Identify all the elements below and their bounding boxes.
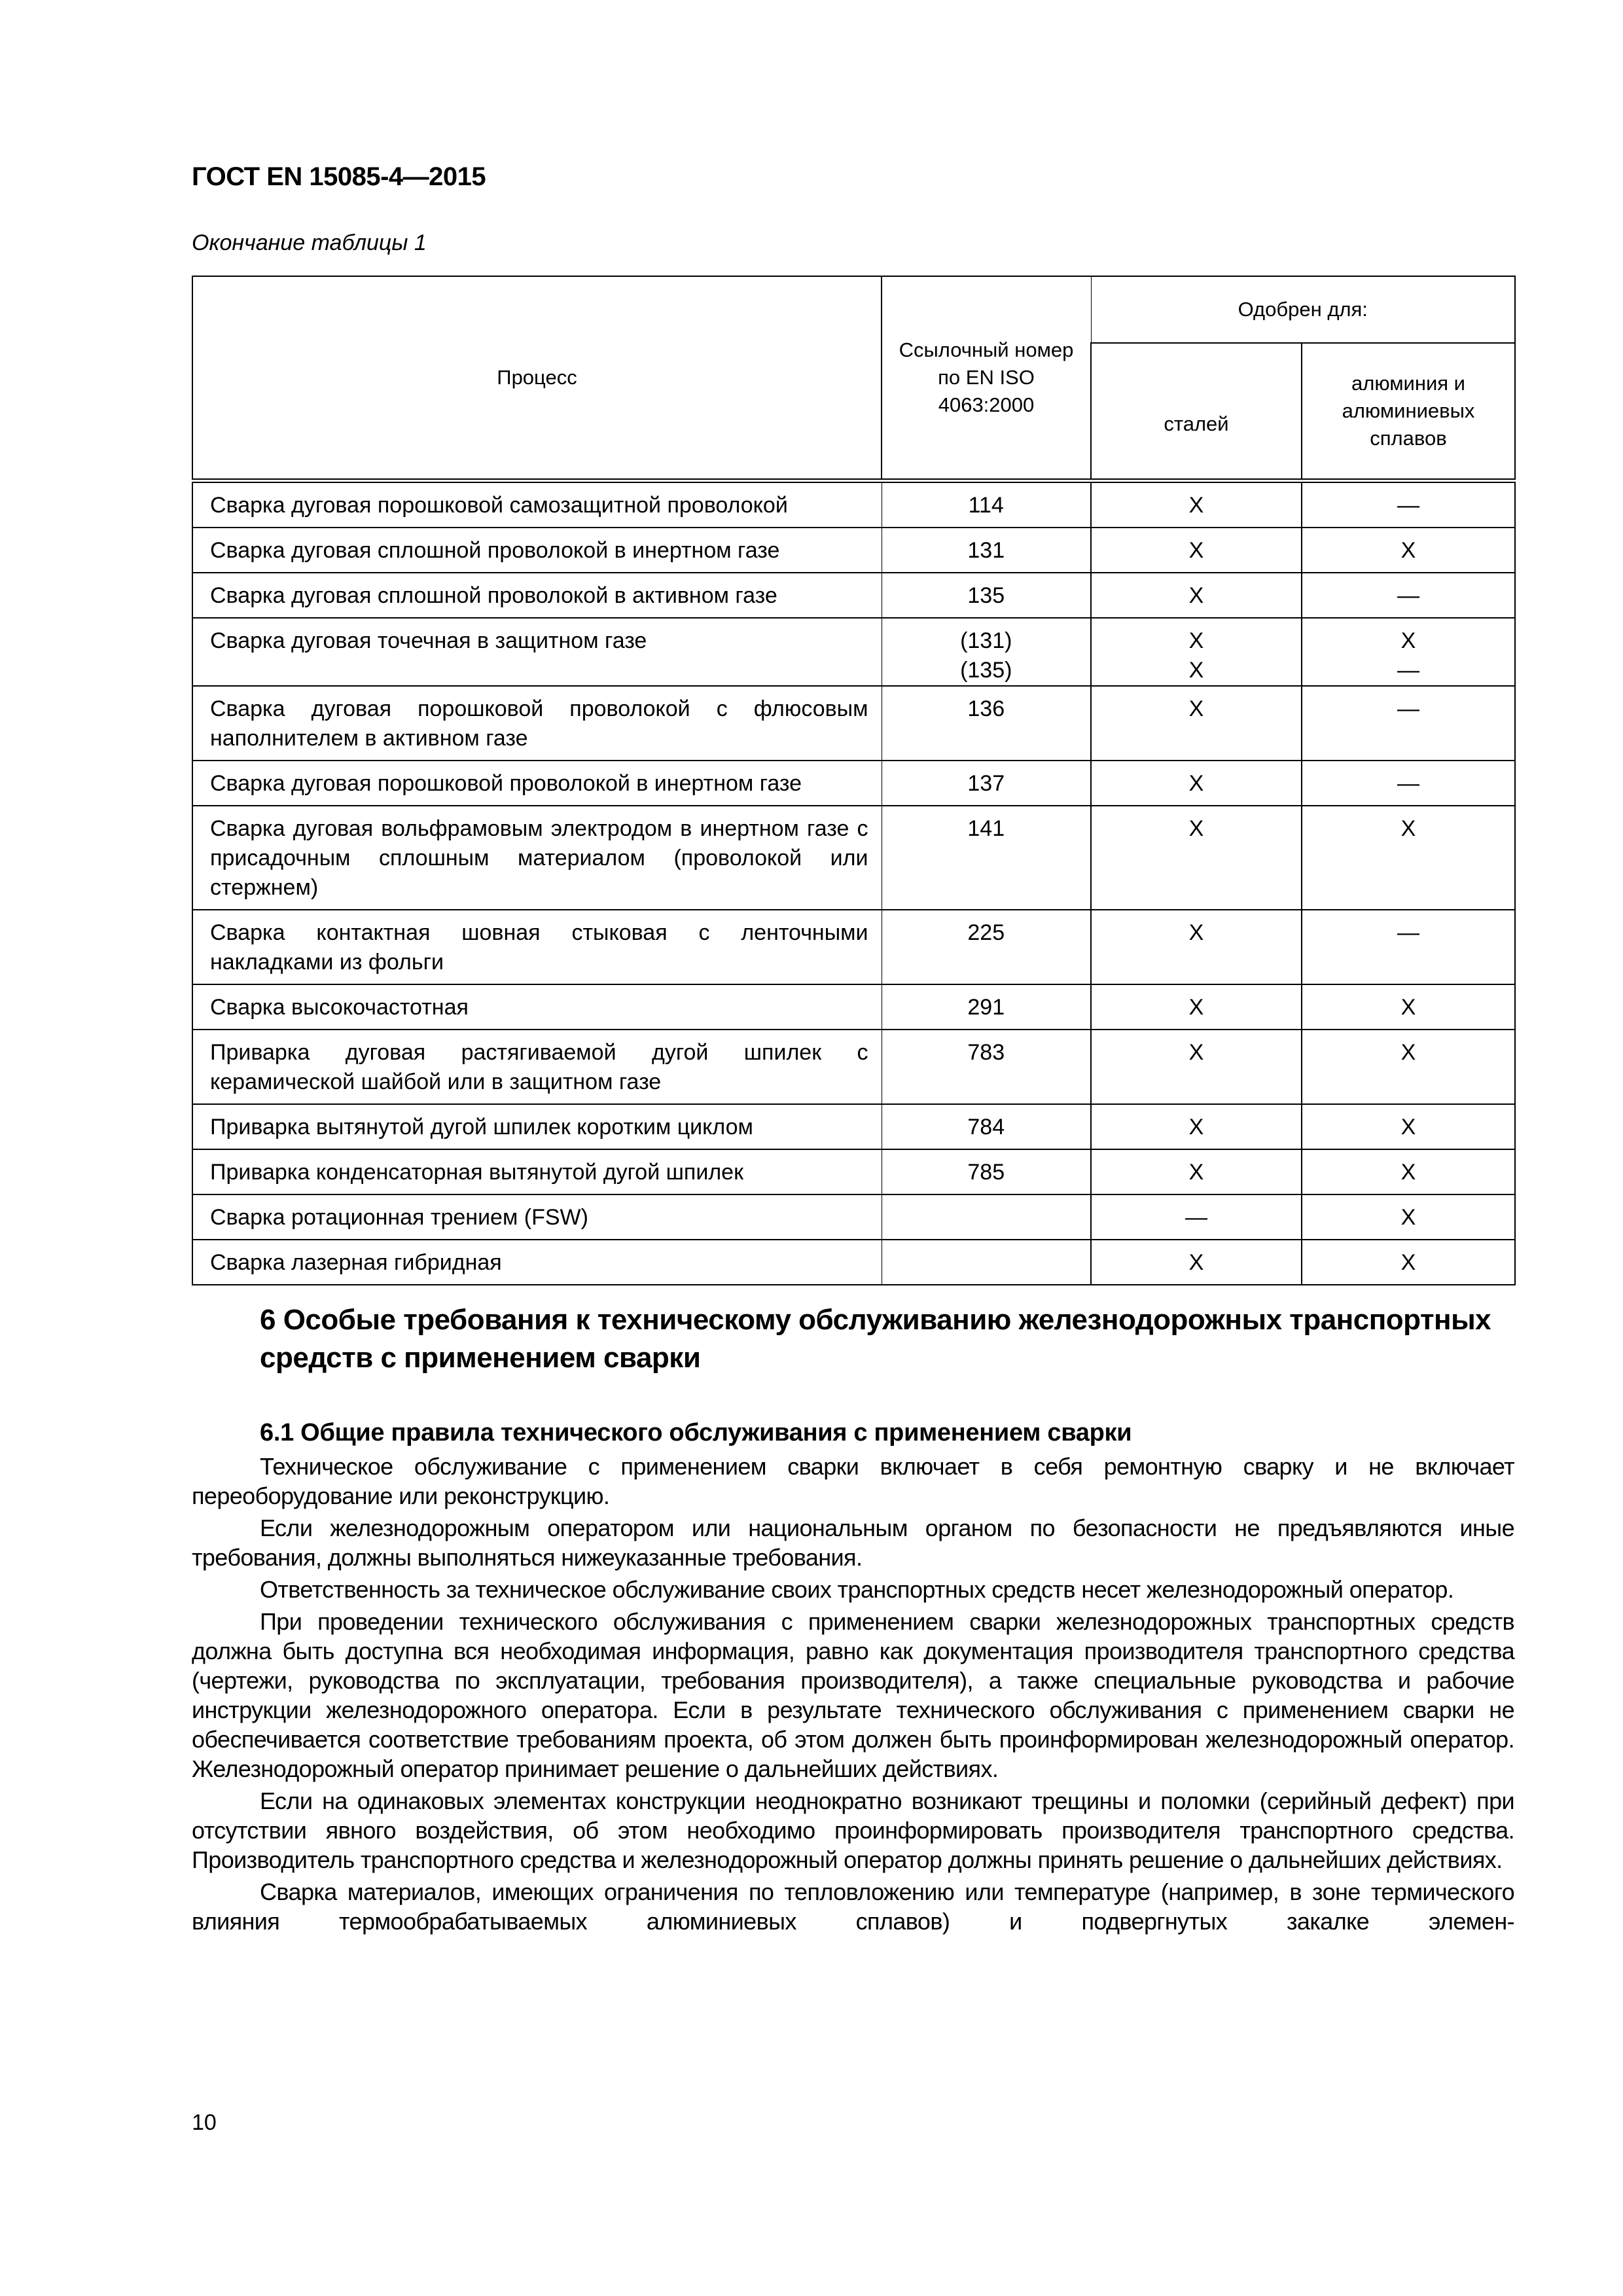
cell-ref-number-value: 783 <box>967 1040 1005 1065</box>
cell-ref-number <box>882 910 1091 984</box>
cell-aluminium-approval <box>1302 1194 1515 1240</box>
cell-ref-number <box>882 806 1091 910</box>
cell-aluminium-approval-value: — <box>1397 493 1419 518</box>
cell-ref-number-value: 137 <box>967 771 1005 796</box>
welding-process-table <box>192 276 1516 1285</box>
cell-ref-number-value: (131) <box>960 628 1012 653</box>
header-ref-line: Ссылочный номер <box>899 338 1074 361</box>
cell-process: Сварка дуговая порошковой проволокой с флюсовым наполнителем в активном газе <box>192 686 882 761</box>
cell-steel-approval <box>1091 618 1302 686</box>
cell-ref-number <box>882 686 1091 761</box>
cell-aluminium-approval-value: — <box>1397 583 1419 608</box>
cell-steel-approval <box>1091 761 1302 806</box>
cell-aluminium-approval-value: — <box>1397 696 1419 721</box>
table-row <box>192 1194 1515 1240</box>
cell-steel-approval <box>1091 806 1302 910</box>
cell-aluminium-approval <box>1302 573 1515 618</box>
table-row <box>192 1104 1515 1149</box>
cell-steel-approval-value: X <box>1188 628 1204 653</box>
cell-aluminium-approval <box>1302 806 1515 910</box>
cell-ref-number <box>882 481 1091 528</box>
cell-process: Сварка дуговая сплошной проволокой в инертном газе <box>192 528 882 573</box>
cell-steel-approval <box>1091 1194 1302 1240</box>
cell-aluminium-approval-value: X <box>1400 995 1416 1020</box>
cell-aluminium-approval-value: X <box>1400 1040 1416 1065</box>
cell-steel-approval <box>1091 573 1302 618</box>
cell-steel-approval-value: X <box>1188 771 1204 796</box>
cell-steel-approval-value: X <box>1188 696 1204 721</box>
cell-steel-approval-value: X <box>1188 1040 1204 1065</box>
cell-ref-number <box>882 1194 1091 1240</box>
cell-aluminium-approval-value: X <box>1400 538 1416 563</box>
table-row <box>192 984 1515 1030</box>
cell-process: Сварка контактная шовная стыковая с ленточными накладками из фольги <box>192 910 882 984</box>
cell-ref-number-value: 136 <box>967 696 1005 721</box>
table-body <box>192 481 1515 1285</box>
cell-steel-approval <box>1091 1030 1302 1104</box>
header-process: Процесс <box>192 276 882 481</box>
cell-process: Сварка дуговая порошковой проволокой в инертном газе <box>192 761 882 806</box>
table-row <box>192 1240 1515 1285</box>
cell-aluminium-approval <box>1302 618 1515 686</box>
cell-process: Сварка лазерная гибридная <box>192 1240 882 1285</box>
table-row <box>192 761 1515 806</box>
table-row <box>192 686 1515 761</box>
cell-steel-approval-value: X <box>1188 1160 1204 1185</box>
table-row <box>192 1030 1515 1104</box>
cell-steel-approval-value: X <box>1188 995 1204 1020</box>
table-row <box>192 1149 1515 1194</box>
cell-aluminium-approval <box>1302 481 1515 528</box>
cell-ref-number <box>882 1240 1091 1285</box>
header-ref-number <box>882 276 1091 481</box>
cell-steel-approval <box>1091 686 1302 761</box>
cell-steel-approval-value: X <box>1188 1250 1204 1275</box>
cell-ref-number-value: 784 <box>967 1115 1005 1139</box>
cell-steel-approval-value: X <box>1188 816 1204 841</box>
cell-steel-approval <box>1091 1104 1302 1149</box>
cell-steel-approval-value: X <box>1188 920 1204 945</box>
document-code: ГОСТ EN 15085-4—2015 <box>192 162 486 191</box>
paragraph: Если на одинаковых элементах конструкции неоднократно возникают трещины и поломки (серийный дефект) при отсутствии явного воздействия, об этом необходимо проинформировать производителя транспортного средства. Производитель транспортного средства и железнодорожный оператор должны принять решение о дальнейших действиях. <box>192 1787 1514 1873</box>
cell-process: Приварка вытянутой дугой шпилек коротким циклом <box>192 1104 882 1149</box>
table-row <box>192 573 1515 618</box>
cell-aluminium-approval-value: X <box>1400 1205 1416 1230</box>
cell-steel-approval <box>1091 1240 1302 1285</box>
header-aluminium-line: алюминиевых <box>1342 399 1475 422</box>
page-number: 10 <box>192 2110 217 2135</box>
cell-aluminium-approval-value: X <box>1400 1115 1416 1139</box>
table-row <box>192 481 1515 528</box>
header-ref-line: по EN ISO <box>938 366 1035 389</box>
header-aluminium-line: сплавов <box>1370 427 1447 450</box>
header-aluminium-line: алюминия и <box>1351 372 1465 395</box>
cell-steel-approval <box>1091 910 1302 984</box>
section-heading: 6 Особые требования к техническому обслуживанию железнодорожных транспортных средств с применением сварки <box>260 1304 1491 1374</box>
table-row <box>192 528 1515 573</box>
cell-steel-approval <box>1091 984 1302 1030</box>
cell-ref-number <box>882 528 1091 573</box>
cell-ref-number <box>882 1149 1091 1194</box>
cell-aluminium-approval-value: X <box>1400 1250 1416 1275</box>
cell-ref-number-value: 785 <box>967 1160 1005 1185</box>
cell-process: Сварка дуговая сплошной проволокой в активном газе <box>192 573 882 618</box>
cell-steel-approval-value: — <box>1185 1205 1207 1230</box>
cell-steel-approval-value: X <box>1188 493 1204 518</box>
cell-steel-approval-value: X <box>1188 1115 1204 1139</box>
cell-steel-approval <box>1091 528 1302 573</box>
cell-aluminium-approval-value: X <box>1400 1160 1416 1185</box>
cell-ref-number <box>882 573 1091 618</box>
header-steels: сталей <box>1091 343 1302 481</box>
cell-steel-approval <box>1091 481 1302 528</box>
cell-process: Сварка ротационная трением (FSW) <box>192 1194 882 1240</box>
cell-ref-number <box>882 1104 1091 1149</box>
cell-aluminium-approval-value: — <box>1397 920 1419 945</box>
cell-aluminium-approval <box>1302 1104 1515 1149</box>
cell-aluminium-approval <box>1302 686 1515 761</box>
cell-ref-number-value: (135) <box>960 658 1012 683</box>
cell-ref-number-value: 225 <box>967 920 1005 945</box>
cell-aluminium-approval <box>1302 761 1515 806</box>
cell-aluminium-approval-value: — <box>1397 771 1419 796</box>
cell-aluminium-approval <box>1302 984 1515 1030</box>
header-aluminium <box>1302 343 1515 481</box>
table-row <box>192 806 1515 910</box>
cell-process: Сварка дуговая порошковой самозащитной проволокой <box>192 481 882 528</box>
cell-aluminium-approval <box>1302 1030 1515 1104</box>
cell-aluminium-approval <box>1302 1149 1515 1194</box>
cell-steel-approval-value: X <box>1188 583 1204 608</box>
cell-ref-number <box>882 618 1091 686</box>
paragraph: Ответственность за техническое обслуживание своих транспортных средств несет железнодорожный оператор. <box>260 1576 1454 1603</box>
cell-steel-approval-value: X <box>1188 538 1204 563</box>
cell-ref-number-value: 135 <box>967 583 1005 608</box>
cell-aluminium-approval-value: X <box>1400 628 1416 653</box>
cell-ref-number <box>882 984 1091 1030</box>
body-text <box>192 1452 1514 1939</box>
paragraph: Если железнодорожным оператором или национальным органом по безопасности не предъявляются иные требования, должны выполняться нижеуказанные требования. <box>192 1515 1514 1571</box>
cell-aluminium-approval <box>1302 910 1515 984</box>
header-ref-line: 4063:2000 <box>938 393 1035 416</box>
cell-ref-number-value: 291 <box>967 995 1005 1020</box>
cell-ref-number-value: 114 <box>968 493 1004 518</box>
cell-steel-approval <box>1091 1149 1302 1194</box>
cell-process: Сварка дуговая точечная в защитном газе <box>192 618 882 686</box>
paragraph: Сварка материалов, имеющих ограничения по тепловложению или температуре (например, в зоне термического влияния термообрабатываемых алюминиевых сплавов) и подвергнутых закалке элемен- <box>192 1878 1514 1935</box>
subsection-heading: 6.1 Общие правила технического обслуживания с применением сварки <box>260 1419 1132 1446</box>
table-caption: Окончание таблицы 1 <box>192 230 427 255</box>
cell-steel-approval-value: X <box>1188 658 1204 683</box>
cell-process: Приварка дуговая растягиваемой дугой шпилек с керамической шайбой или в защитном газе <box>192 1030 882 1104</box>
header-approved-for: Одобрен для: <box>1091 276 1515 343</box>
cell-ref-number-value: 141 <box>967 816 1005 841</box>
cell-aluminium-approval <box>1302 528 1515 573</box>
paragraph: При проведении технического обслуживания с применением сварки железнодорожных транспортных средств должна быть доступна вся необходимая информация, равно как документация производителя транспортного средства (чертежи, руководства по эксплуатации, требования производителя), а также специальные руководства и рабочие инструкции железнодорожного оператора. Если в результате технического обслуживания с применением сварки не обеспечивается соответствие требованиям проекта, об этом должен быть проинформирован железнодорожный оператор. Железнодорожный оператор принимает решение о дальнейших действиях. <box>192 1608 1514 1782</box>
cell-aluminium-approval-value: X <box>1400 816 1416 841</box>
cell-aluminium-approval-value: — <box>1397 658 1419 683</box>
cell-process: Сварка дуговая вольфрамовым электродом в инертном газе с присадочным сплошным материалом (проволокой или стержнем) <box>192 806 882 910</box>
cell-aluminium-approval <box>1302 1240 1515 1285</box>
cell-ref-number <box>882 761 1091 806</box>
paragraph: Техническое обслуживание с применением сварки включает в себя ремонтную сварку и не включает переоборудование или реконструкцию. <box>192 1453 1514 1509</box>
cell-process: Сварка высокочастотная <box>192 984 882 1030</box>
table-row <box>192 910 1515 984</box>
cell-ref-number <box>882 1030 1091 1104</box>
table-row <box>192 618 1515 686</box>
cell-process: Приварка конденсаторная вытянутой дугой шпилек <box>192 1149 882 1194</box>
cell-ref-number-value: 131 <box>967 538 1005 563</box>
